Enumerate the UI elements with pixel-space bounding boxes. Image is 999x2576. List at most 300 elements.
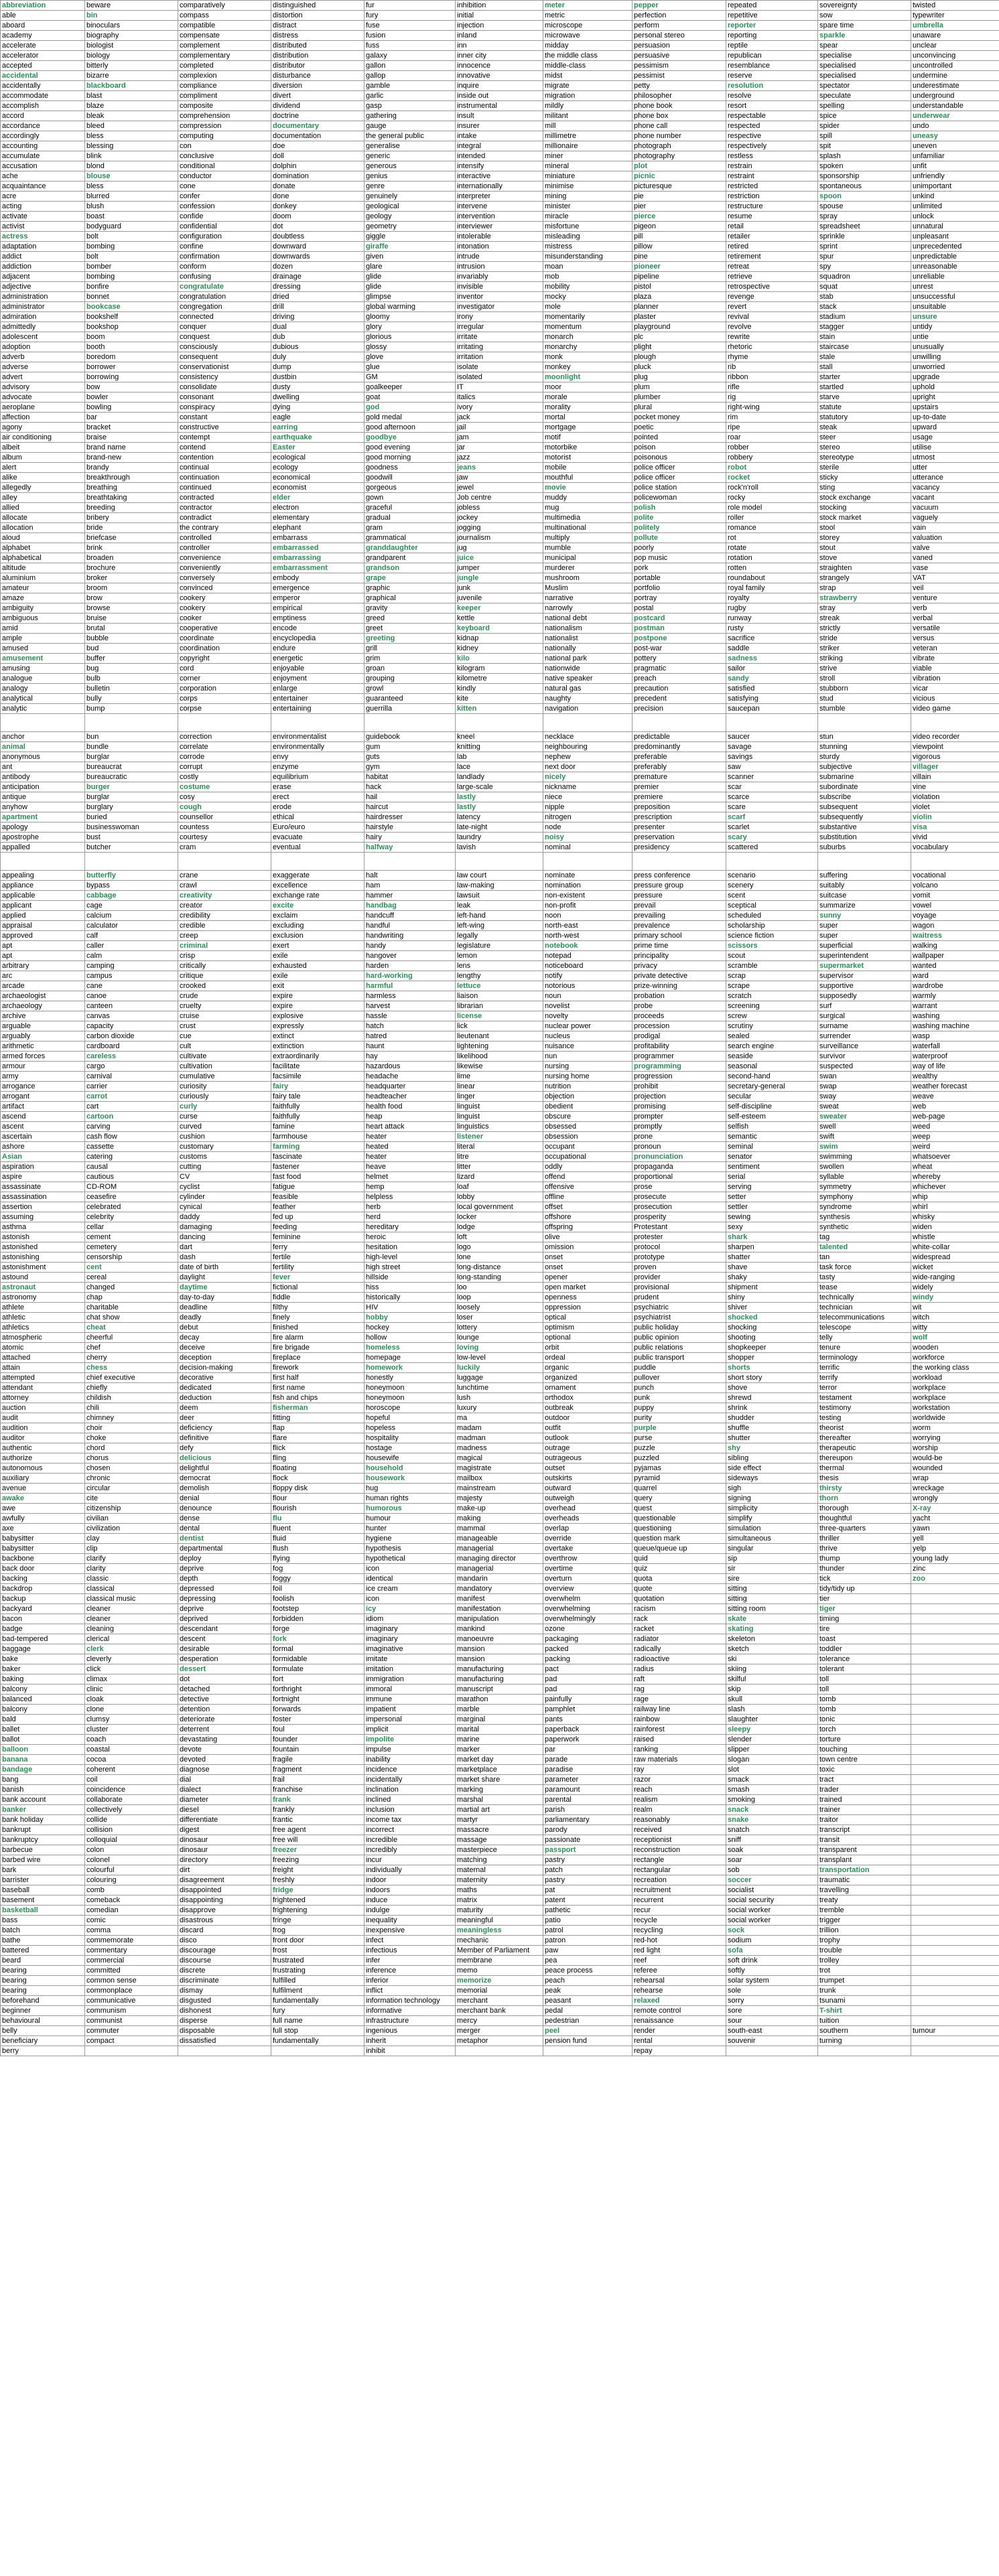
word-cell[interactable]: toast xyxy=(818,1634,911,1644)
word-cell[interactable]: directory xyxy=(178,1855,271,1865)
word-cell[interactable]: morality xyxy=(543,403,632,413)
word-cell[interactable]: racism xyxy=(632,1604,726,1614)
word-cell[interactable]: bureaucratic xyxy=(85,772,178,782)
word-cell[interactable]: trader xyxy=(818,1785,911,1795)
word-cell[interactable]: grape xyxy=(364,573,456,583)
word-cell[interactable]: squat xyxy=(818,282,911,292)
word-cell[interactable]: specialised xyxy=(818,71,911,81)
word-cell[interactable]: promising xyxy=(632,1102,726,1112)
word-cell[interactable]: strawberry xyxy=(818,593,911,603)
word-cell[interactable]: Job centre xyxy=(456,493,543,503)
word-cell[interactable]: inhibition xyxy=(456,1,543,11)
word-cell[interactable]: genre xyxy=(364,182,456,192)
word-cell[interactable]: linear xyxy=(456,1082,543,1092)
word-cell[interactable]: marathon xyxy=(456,1695,543,1705)
word-cell[interactable]: node xyxy=(543,822,632,833)
word-cell[interactable]: law-making xyxy=(456,881,543,891)
word-cell[interactable]: manoeuvre xyxy=(456,1634,543,1644)
word-cell[interactable]: martyr xyxy=(456,1815,543,1825)
word-cell[interactable]: heater xyxy=(364,1152,456,1162)
word-cell[interactable]: surf xyxy=(818,1001,911,1011)
word-cell[interactable]: lettuce xyxy=(456,981,543,991)
word-cell[interactable]: telescope xyxy=(818,1323,911,1333)
word-cell[interactable]: ache xyxy=(1,171,85,182)
word-cell[interactable]: outskirts xyxy=(543,1474,632,1484)
word-cell[interactable]: bud xyxy=(85,644,178,654)
word-cell[interactable]: sting xyxy=(818,483,911,493)
word-cell[interactable]: tan xyxy=(818,1253,911,1263)
word-cell[interactable]: genius xyxy=(364,171,456,182)
word-cell[interactable]: traumatic xyxy=(818,1875,911,1885)
word-cell[interactable]: hairstyle xyxy=(364,822,456,833)
word-cell[interactable]: attached xyxy=(1,1353,85,1363)
word-cell[interactable]: gallop xyxy=(364,71,456,81)
word-cell[interactable]: secretary-general xyxy=(726,1082,818,1092)
word-cell[interactable]: retrospective xyxy=(726,282,818,292)
word-cell[interactable]: occupational xyxy=(543,1152,632,1162)
word-cell[interactable]: wheat xyxy=(911,1162,999,1172)
word-cell[interactable]: sexy xyxy=(726,1222,818,1232)
word-cell[interactable]: vigorous xyxy=(911,752,999,762)
word-cell[interactable]: irritating xyxy=(456,342,543,352)
word-cell[interactable]: stereotype xyxy=(818,453,911,463)
word-cell[interactable]: utterance xyxy=(911,473,999,483)
word-cell[interactable]: utilise xyxy=(911,443,999,453)
word-cell[interactable]: cabbage xyxy=(85,891,178,901)
word-cell[interactable]: congregation xyxy=(178,302,271,312)
word-cell[interactable]: carbon dioxide xyxy=(85,1031,178,1042)
word-cell[interactable]: ranking xyxy=(632,1745,726,1755)
word-cell[interactable]: gold medal xyxy=(364,413,456,423)
word-cell[interactable]: shocking xyxy=(726,1323,818,1333)
word-cell[interactable]: optical xyxy=(543,1313,632,1323)
word-cell[interactable]: weave xyxy=(911,1092,999,1102)
word-cell[interactable]: banana xyxy=(1,1755,85,1765)
word-cell[interactable]: madman xyxy=(456,1433,543,1443)
word-cell[interactable]: weird xyxy=(911,1142,999,1152)
word-cell[interactable]: queue/queue up xyxy=(632,1544,726,1554)
word-cell[interactable]: catering xyxy=(85,1152,178,1162)
word-cell[interactable]: underground xyxy=(911,91,999,101)
word-cell[interactable] xyxy=(911,1976,999,1986)
word-cell[interactable]: bolt xyxy=(85,232,178,242)
word-cell[interactable]: rocket xyxy=(726,473,818,483)
word-cell[interactable]: duly xyxy=(271,352,364,362)
word-cell[interactable]: soccer xyxy=(726,1875,818,1885)
word-cell[interactable]: objection xyxy=(543,1092,632,1102)
word-cell[interactable]: outfit xyxy=(543,1423,632,1433)
word-cell[interactable]: dying xyxy=(271,403,364,413)
word-cell[interactable]: high street xyxy=(364,1263,456,1273)
word-cell[interactable]: astound xyxy=(1,1273,85,1283)
word-cell[interactable]: fluent xyxy=(271,1524,364,1534)
word-cell[interactable]: browse xyxy=(85,603,178,614)
word-cell[interactable]: countess xyxy=(178,822,271,833)
word-cell[interactable]: hypothesis xyxy=(364,1544,456,1554)
word-cell[interactable]: pressure xyxy=(632,891,726,901)
word-cell[interactable]: left-hand xyxy=(456,911,543,921)
word-cell[interactable]: juvenile xyxy=(456,593,543,603)
word-cell[interactable]: incidentally xyxy=(364,1775,456,1785)
word-cell[interactable]: controlled xyxy=(178,533,271,543)
word-cell[interactable]: honestly xyxy=(364,1373,456,1383)
word-cell[interactable]: comma xyxy=(85,1926,178,1936)
word-cell[interactable]: confirmation xyxy=(178,252,271,262)
word-cell[interactable]: spouse xyxy=(818,202,911,212)
word-cell[interactable]: con xyxy=(178,141,271,151)
word-cell[interactable]: loser xyxy=(456,1313,543,1323)
word-cell[interactable]: terror xyxy=(818,1383,911,1393)
word-cell[interactable]: shiver xyxy=(726,1303,818,1313)
word-cell[interactable]: information technology xyxy=(364,1996,456,2006)
word-cell[interactable]: sovereignty xyxy=(818,1,911,11)
word-cell[interactable]: long-distance xyxy=(456,1263,543,1273)
word-cell[interactable]: advert xyxy=(1,372,85,382)
word-cell[interactable]: pact xyxy=(543,1664,632,1674)
word-cell[interactable]: motorbike xyxy=(543,443,632,453)
word-cell[interactable]: assuming xyxy=(1,1212,85,1222)
word-cell[interactable]: continual xyxy=(178,463,271,473)
word-cell[interactable] xyxy=(911,2046,999,2056)
word-cell[interactable]: seasonal xyxy=(726,1062,818,1072)
word-cell[interactable]: correction xyxy=(178,732,271,742)
word-cell[interactable]: impatient xyxy=(364,1705,456,1715)
word-cell[interactable]: greet xyxy=(364,624,456,634)
word-cell[interactable]: mercy xyxy=(456,2016,543,2026)
word-cell[interactable]: premature xyxy=(632,772,726,782)
word-cell[interactable]: petty xyxy=(632,81,726,91)
word-cell[interactable]: common sense xyxy=(85,1976,178,1986)
word-cell[interactable]: continuation xyxy=(178,473,271,483)
word-cell[interactable]: plaster xyxy=(632,312,726,322)
word-cell[interactable]: interviewer xyxy=(456,222,543,232)
word-cell[interactable]: conform xyxy=(178,262,271,272)
word-cell[interactable]: continued xyxy=(178,483,271,493)
word-cell[interactable]: warmly xyxy=(911,991,999,1001)
word-cell[interactable]: cement xyxy=(85,1232,178,1242)
word-cell[interactable]: incur xyxy=(364,1855,456,1865)
word-cell[interactable]: colouring xyxy=(85,1875,178,1885)
word-cell[interactable]: burger xyxy=(85,782,178,792)
word-cell[interactable]: striking xyxy=(818,654,911,664)
word-cell[interactable]: contradict xyxy=(178,513,271,523)
word-cell[interactable]: hangover xyxy=(364,951,456,961)
word-cell[interactable]: vomit xyxy=(911,891,999,901)
word-cell[interactable]: transportation xyxy=(818,1865,911,1875)
word-cell[interactable]: freezer xyxy=(271,1845,364,1855)
word-cell[interactable]: frank xyxy=(271,1795,364,1805)
word-cell[interactable] xyxy=(364,714,456,732)
word-cell[interactable]: freezing xyxy=(271,1855,364,1865)
word-cell[interactable]: wounded xyxy=(911,1463,999,1474)
word-cell[interactable]: accord xyxy=(1,111,85,121)
word-cell[interactable]: membrane xyxy=(456,1956,543,1966)
word-cell[interactable]: unkind xyxy=(911,192,999,202)
word-cell[interactable]: manipulation xyxy=(456,1614,543,1624)
word-cell[interactable]: bankruptcy xyxy=(1,1835,85,1845)
word-cell[interactable]: breathing xyxy=(85,483,178,493)
word-cell[interactable]: minister xyxy=(543,202,632,212)
word-cell[interactable]: municipal xyxy=(543,553,632,563)
word-cell[interactable]: dub xyxy=(271,332,364,342)
word-cell[interactable]: applied xyxy=(1,911,85,921)
word-cell[interactable]: nominate xyxy=(543,871,632,881)
word-cell[interactable]: Muslim xyxy=(543,583,632,593)
word-cell[interactable]: retired xyxy=(726,242,818,252)
word-cell[interactable]: franchise xyxy=(271,1785,364,1795)
word-cell[interactable] xyxy=(543,714,632,732)
word-cell[interactable]: economical xyxy=(271,473,364,483)
word-cell[interactable]: millimetre xyxy=(543,131,632,141)
word-cell[interactable]: pessimism xyxy=(632,61,726,71)
word-cell[interactable]: sterile xyxy=(818,463,911,473)
word-cell[interactable]: stool xyxy=(818,523,911,533)
word-cell[interactable]: purity xyxy=(632,1413,726,1423)
word-cell[interactable]: strive xyxy=(818,664,911,674)
word-cell[interactable]: pamphlet xyxy=(543,1705,632,1715)
word-cell[interactable]: caller xyxy=(85,941,178,951)
word-cell[interactable]: appraisal xyxy=(1,921,85,931)
word-cell[interactable]: runway xyxy=(726,614,818,624)
word-cell[interactable]: bride xyxy=(85,523,178,533)
word-cell[interactable]: immoral xyxy=(364,1685,456,1695)
word-cell[interactable]: plot xyxy=(632,161,726,171)
word-cell[interactable]: downwards xyxy=(271,252,364,262)
word-cell[interactable]: toddler xyxy=(818,1644,911,1654)
word-cell[interactable]: health food xyxy=(364,1102,456,1112)
word-cell[interactable]: congratulation xyxy=(178,292,271,302)
word-cell[interactable]: offline xyxy=(543,1192,632,1202)
word-cell[interactable]: martial art xyxy=(456,1805,543,1815)
word-cell[interactable]: deer xyxy=(178,1413,271,1423)
word-cell[interactable]: stall xyxy=(818,362,911,372)
word-cell[interactable]: analogy xyxy=(1,684,85,694)
word-cell[interactable]: astonished xyxy=(1,1242,85,1253)
word-cell[interactable]: barbecue xyxy=(1,1845,85,1855)
word-cell[interactable]: bandage xyxy=(1,1765,85,1775)
word-cell[interactable]: glide xyxy=(364,272,456,282)
word-cell[interactable]: bin xyxy=(85,11,178,21)
word-cell[interactable]: fulfilled xyxy=(271,1976,364,1986)
word-cell[interactable]: full stop xyxy=(271,2026,364,2036)
word-cell[interactable]: climax xyxy=(85,1674,178,1685)
word-cell[interactable]: devoted xyxy=(178,1755,271,1765)
word-cell[interactable]: accounting xyxy=(1,141,85,151)
word-cell[interactable]: spontaneous xyxy=(818,182,911,192)
word-cell[interactable]: singular xyxy=(726,1544,818,1554)
word-cell[interactable]: definitive xyxy=(178,1433,271,1443)
word-cell[interactable]: atomic xyxy=(1,1343,85,1353)
word-cell[interactable]: beneficiary xyxy=(1,2036,85,2046)
word-cell[interactable]: dialect xyxy=(178,1785,271,1795)
word-cell[interactable]: luckily xyxy=(456,1363,543,1373)
word-cell[interactable]: inexpensive xyxy=(364,1926,456,1936)
word-cell[interactable]: consolidate xyxy=(178,382,271,392)
word-cell[interactable]: customs xyxy=(178,1152,271,1162)
word-cell[interactable]: rag xyxy=(632,1685,726,1695)
word-cell[interactable]: housework xyxy=(364,1474,456,1484)
word-cell[interactable]: memo xyxy=(456,1966,543,1976)
word-cell[interactable]: low-level xyxy=(456,1353,543,1363)
word-cell[interactable] xyxy=(911,1855,999,1865)
word-cell[interactable]: affection xyxy=(1,413,85,423)
word-cell[interactable]: appalled xyxy=(1,843,85,853)
word-cell[interactable]: reporting xyxy=(726,31,818,41)
word-cell[interactable]: appliance xyxy=(1,881,85,891)
word-cell[interactable]: crane xyxy=(178,871,271,881)
word-cell[interactable]: bless xyxy=(85,182,178,192)
word-cell[interactable]: portable xyxy=(632,573,726,583)
word-cell[interactable]: cyclist xyxy=(178,1182,271,1192)
word-cell[interactable]: quid xyxy=(632,1554,726,1564)
word-cell[interactable]: formidable xyxy=(271,1654,364,1664)
word-cell[interactable]: distribution xyxy=(271,51,364,61)
word-cell[interactable]: denial xyxy=(178,1494,271,1504)
word-cell[interactable]: unprecedented xyxy=(911,242,999,252)
word-cell[interactable]: addiction xyxy=(1,262,85,272)
word-cell[interactable]: inclusion xyxy=(364,1805,456,1815)
word-cell[interactable]: peace process xyxy=(543,1966,632,1976)
word-cell[interactable] xyxy=(911,1775,999,1785)
word-cell[interactable]: superficial xyxy=(818,941,911,951)
word-cell[interactable]: curiously xyxy=(178,1092,271,1102)
word-cell[interactable]: groan xyxy=(364,664,456,674)
word-cell[interactable]: swollen xyxy=(818,1162,911,1172)
word-cell[interactable]: courtesy xyxy=(178,833,271,843)
word-cell[interactable]: guerrilla xyxy=(364,704,456,714)
word-cell[interactable]: glove xyxy=(364,352,456,362)
word-cell[interactable]: desirable xyxy=(178,1644,271,1654)
word-cell[interactable]: deficiency xyxy=(178,1423,271,1433)
word-cell[interactable]: sore xyxy=(726,2006,818,2016)
word-cell[interactable]: market share xyxy=(456,1775,543,1785)
word-cell[interactable]: dot xyxy=(271,222,364,232)
word-cell[interactable]: greeting xyxy=(364,634,456,644)
word-cell[interactable]: stray xyxy=(818,603,911,614)
word-cell[interactable]: survivor xyxy=(818,1052,911,1062)
word-cell[interactable]: brand name xyxy=(85,443,178,453)
word-cell[interactable]: web xyxy=(911,1102,999,1112)
word-cell[interactable]: parameter xyxy=(543,1775,632,1785)
word-cell[interactable]: dash xyxy=(178,1253,271,1263)
word-cell[interactable]: applicant xyxy=(1,901,85,911)
word-cell[interactable]: aluminium xyxy=(1,573,85,583)
word-cell[interactable]: humorous xyxy=(364,1504,456,1514)
word-cell[interactable]: advocate xyxy=(1,392,85,403)
word-cell[interactable]: luxury xyxy=(456,1403,543,1413)
word-cell[interactable]: unrest xyxy=(911,282,999,292)
word-cell[interactable]: conquer xyxy=(178,322,271,332)
word-cell[interactable]: widespread xyxy=(911,1253,999,1263)
word-cell[interactable]: astronaut xyxy=(1,1283,85,1293)
word-cell[interactable]: literal xyxy=(456,1142,543,1152)
word-cell[interactable]: precision xyxy=(632,704,726,714)
word-cell[interactable]: alphabetical xyxy=(1,553,85,563)
word-cell[interactable]: slogan xyxy=(726,1755,818,1765)
word-cell[interactable]: acquaintance xyxy=(1,182,85,192)
word-cell[interactable]: omission xyxy=(543,1242,632,1253)
word-cell[interactable]: interpreter xyxy=(456,192,543,202)
word-cell[interactable]: swap xyxy=(818,1082,911,1092)
word-cell[interactable]: bombing xyxy=(85,242,178,252)
word-cell[interactable]: socialist xyxy=(726,1885,818,1895)
word-cell[interactable]: notepad xyxy=(543,951,632,961)
word-cell[interactable]: slender xyxy=(726,1735,818,1745)
word-cell[interactable]: subjective xyxy=(818,762,911,772)
word-cell[interactable]: washing xyxy=(911,1011,999,1021)
word-cell[interactable]: butcher xyxy=(85,843,178,853)
word-cell[interactable]: pioneer xyxy=(632,262,726,272)
word-cell[interactable]: cleaner xyxy=(85,1614,178,1624)
word-cell[interactable]: phone call xyxy=(632,121,726,131)
word-cell[interactable]: enjoyment xyxy=(271,674,364,684)
word-cell[interactable]: army xyxy=(1,1072,85,1082)
word-cell[interactable]: pragmatic xyxy=(632,664,726,674)
word-cell[interactable]: yawn xyxy=(911,1524,999,1534)
word-cell[interactable]: fur xyxy=(364,1,456,11)
word-cell[interactable]: preach xyxy=(632,674,726,684)
word-cell[interactable]: surname xyxy=(818,1021,911,1031)
word-cell[interactable]: thereafter xyxy=(818,1433,911,1443)
word-cell[interactable]: binoculars xyxy=(85,21,178,31)
word-cell[interactable]: respectively xyxy=(726,141,818,151)
word-cell[interactable]: rim xyxy=(726,413,818,423)
word-cell[interactable]: stove xyxy=(818,553,911,563)
word-cell[interactable]: forwards xyxy=(271,1705,364,1715)
word-cell[interactable]: rhetoric xyxy=(726,342,818,352)
word-cell[interactable]: farming xyxy=(271,1142,364,1152)
word-cell[interactable]: guidebook xyxy=(364,732,456,742)
word-cell[interactable]: revert xyxy=(726,302,818,312)
word-cell[interactable]: hassle xyxy=(364,1011,456,1021)
word-cell[interactable]: mandatory xyxy=(456,1584,543,1594)
word-cell[interactable]: uncontrolled xyxy=(911,61,999,71)
word-cell[interactable]: forge xyxy=(271,1624,364,1634)
word-cell[interactable]: smash xyxy=(726,1785,818,1795)
word-cell[interactable]: floating xyxy=(271,1463,364,1474)
word-cell[interactable]: clerical xyxy=(85,1634,178,1644)
word-cell[interactable]: generic xyxy=(364,151,456,161)
word-cell[interactable]: unimportant xyxy=(911,182,999,192)
word-cell[interactable]: timing xyxy=(818,1614,911,1624)
word-cell[interactable] xyxy=(911,1695,999,1705)
word-cell[interactable]: pocket money xyxy=(632,413,726,423)
word-cell[interactable]: verb xyxy=(911,603,999,614)
word-cell[interactable]: doll xyxy=(271,151,364,161)
word-cell[interactable]: offend xyxy=(543,1172,632,1182)
word-cell[interactable]: date of birth xyxy=(178,1263,271,1273)
word-cell[interactable]: firework xyxy=(271,1363,364,1373)
word-cell[interactable]: fusion xyxy=(364,31,456,41)
word-cell[interactable]: skip xyxy=(726,1685,818,1695)
word-cell[interactable]: onset xyxy=(543,1263,632,1273)
word-cell[interactable]: daylight xyxy=(178,1273,271,1283)
word-cell[interactable]: mobile xyxy=(543,463,632,473)
word-cell[interactable]: nursing home xyxy=(543,1072,632,1082)
word-cell[interactable]: unlock xyxy=(911,212,999,222)
word-cell[interactable]: demolish xyxy=(178,1484,271,1494)
word-cell[interactable]: icon xyxy=(364,1594,456,1604)
word-cell[interactable]: packaging xyxy=(543,1634,632,1644)
word-cell[interactable]: mouthful xyxy=(543,473,632,483)
word-cell[interactable]: herb xyxy=(364,1202,456,1212)
word-cell[interactable]: corner xyxy=(178,674,271,684)
word-cell[interactable]: spreadsheet xyxy=(818,222,911,232)
word-cell[interactable]: veil xyxy=(911,583,999,593)
word-cell[interactable]: patent xyxy=(543,1895,632,1906)
word-cell[interactable]: sleepy xyxy=(726,1725,818,1735)
word-cell[interactable]: hollow xyxy=(364,1333,456,1343)
